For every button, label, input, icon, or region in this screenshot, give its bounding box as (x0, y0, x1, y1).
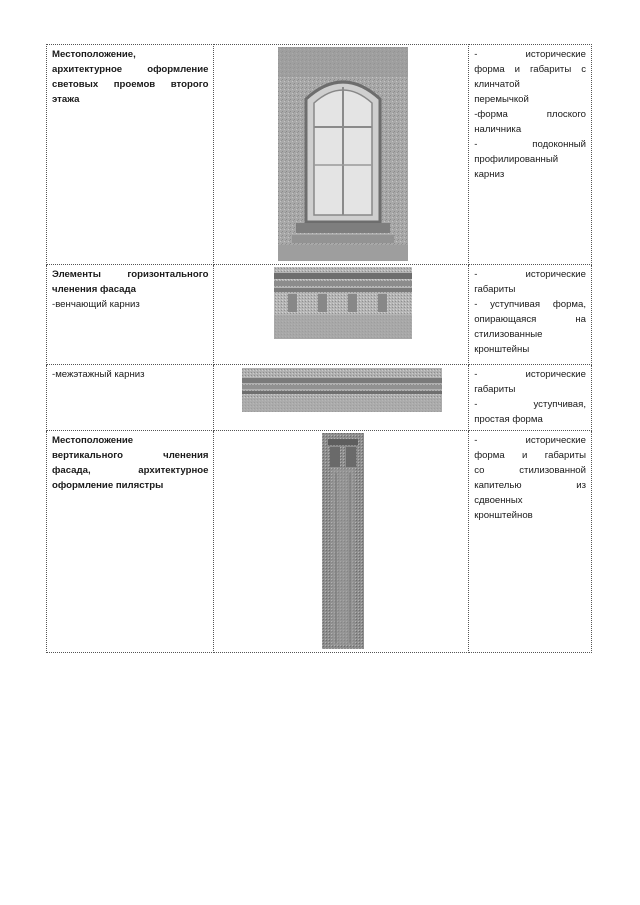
element-text-line: архитектурное оформление (52, 64, 209, 75)
facade-elements-table (46, 44, 592, 653)
description-cell (469, 265, 592, 365)
description-text-line: опирающаяся на (474, 314, 586, 325)
photo-cell (214, 265, 469, 365)
element-text-line: Местоположение, (52, 49, 136, 60)
element-text-line: членения фасада (52, 284, 136, 295)
description-text-line: - уступчивая форма, (474, 299, 586, 310)
description-text-line: форма и габариты (474, 450, 586, 461)
description-text-line: габариты (474, 384, 516, 395)
element-text-line: Элементы горизонтального (52, 269, 209, 280)
table-row (47, 365, 592, 431)
description-text-line: - исторические (474, 269, 586, 280)
interfloor-cornice-photo (242, 368, 442, 412)
element-cell (47, 431, 214, 653)
element-text-line: этажа (52, 94, 80, 105)
photo-cell (214, 431, 469, 653)
description-text-line: перемычкой (474, 94, 529, 105)
description-text-line: стилизованные (474, 329, 543, 340)
description-text-line: форма и габариты с (474, 64, 586, 75)
element-cell (47, 265, 214, 365)
element-text-line: фасада, архитектурное (52, 465, 209, 476)
description-text-line: - подоконный (474, 139, 586, 150)
description-text-line: клинчатой (474, 79, 520, 90)
table-row (47, 265, 592, 365)
window-photo (278, 47, 408, 261)
description-text-line: габариты (474, 284, 516, 295)
element-text-line: световых проемов второго (52, 79, 209, 90)
description-text-line: сдвоенных (474, 495, 523, 506)
pilaster-photo (322, 433, 364, 649)
description-text-line: капителью из (474, 480, 586, 491)
description-text-line: -форма плоского (474, 109, 586, 120)
element-cell (47, 45, 214, 265)
photo-cell (214, 45, 469, 265)
description-cell (469, 431, 592, 653)
description-cell (469, 365, 592, 431)
element-cell (47, 365, 214, 431)
element-text-line: оформление пилястры (52, 480, 164, 491)
element-text-line: Местоположение (52, 435, 134, 446)
description-cell (469, 45, 592, 265)
element-text-line: -венчающий карниз (52, 299, 140, 310)
table-row (47, 431, 592, 653)
description-text-line: кронштейнов (474, 510, 533, 521)
crowning-cornice-photo (274, 267, 412, 339)
description-text-line: - уступчивая, (474, 399, 586, 410)
description-text-line: - исторические (474, 369, 586, 380)
description-text-line: - исторические (474, 49, 586, 60)
description-text-line: наличника (474, 124, 522, 135)
photo-cell (214, 365, 469, 431)
element-text-line: -межэтажный карниз (52, 369, 145, 380)
description-text-line: карниз (474, 169, 505, 180)
description-text-line: кронштейны (474, 344, 530, 355)
description-text-line: простая форма (474, 414, 543, 425)
description-text-line: - исторические (474, 435, 586, 446)
description-text-line: профилированный (474, 154, 559, 165)
table-row (47, 45, 592, 265)
description-text-line: со стилизованной (474, 465, 586, 476)
element-text-line: вертикального членения (52, 450, 209, 461)
